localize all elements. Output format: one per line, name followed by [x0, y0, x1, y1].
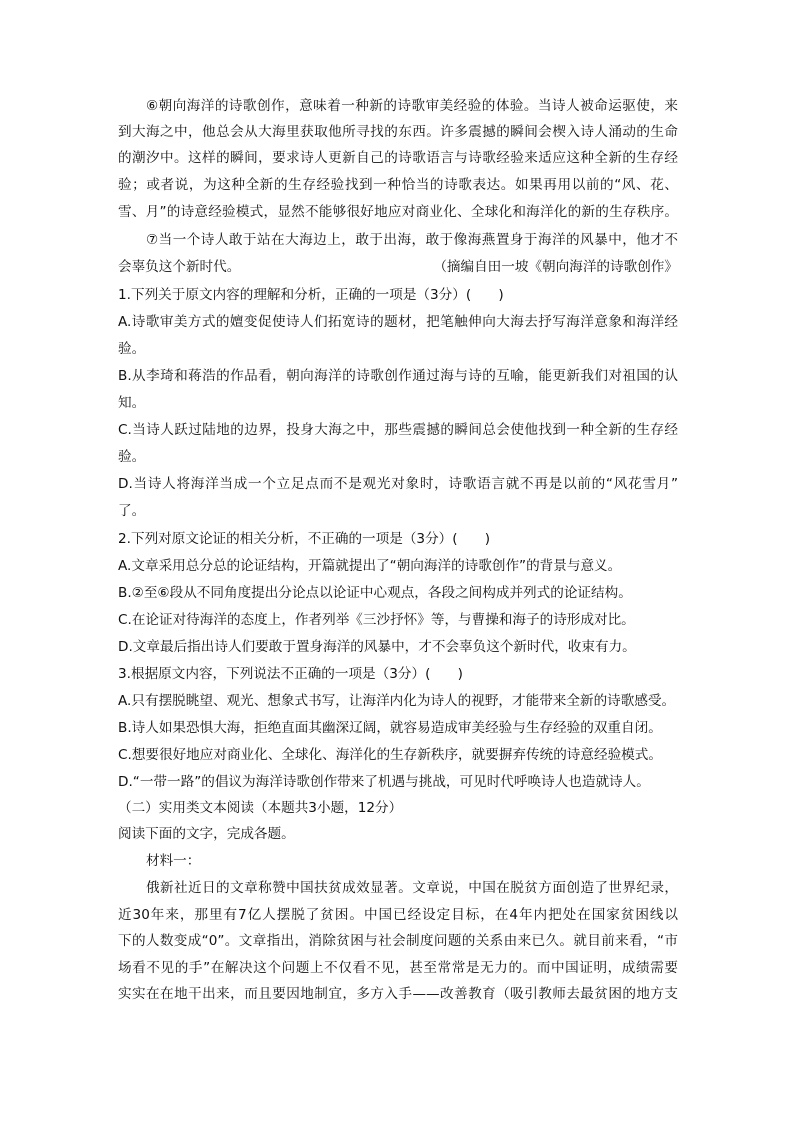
question-1-option-a-line-1: A.诗歌审美方式的嬗变促使诗人们拓宽诗的题材，把笔触伸向大海去抒写海洋意象和海洋经 — [118, 314, 678, 330]
question-1-stem: 1.下列关于原文内容的理解和分析，正确的一项是（3分）( ) — [118, 287, 504, 303]
paragraph-6-line-1: ⑥朝向海洋的诗歌创作，意味着一种新的诗歌审美经验的体验。当诗人被命运驱使，来 — [146, 98, 678, 114]
question-1-option-c-line-1: C.当诗人跃过陆地的边界，投身大海之中，那些震撼的瞬间总会使他找到一种全新的生存经 — [118, 422, 678, 438]
material-1-line-3: 下的人数变成“0”。文章指出，消除贫困与社会制度问题的关系由来已久。就目前来看，“市 — [118, 933, 678, 949]
question-3-option-b: B.诗人如果恐惧大海，拒绝直面其幽深辽阔，就容易造成审美经验与生存经验的双重自闭。 — [118, 720, 662, 736]
question-1-option-a-line-2: 验。 — [118, 341, 146, 357]
paragraph-7-text: 会辜负这个新时代。 — [118, 259, 241, 275]
section-2-instruction: 阅读下面的文字，完成各题。 — [118, 826, 295, 842]
source-citation: （摘编自田一坡《朝向海洋的诗歌创作》 — [433, 259, 678, 275]
question-2-option-a: A.文章采用总分总的论证结构，开篇就提出了“朝向海洋的诗歌创作”的背景与意义。 — [118, 558, 622, 574]
question-3-option-c: C.想要很好地应对商业化、全球化、海洋化的生存新秩序，就要摒弃传统的诗意经验模式。 — [118, 747, 662, 763]
question-1-option-d-line-1: D.当诗人将海洋当成一个立足点而不是观光对象时，诗歌语言就不再是以前的“风花雪月” — [118, 476, 678, 492]
question-3-option-a: A.只有摆脱眺望、观光、想象式书写，让海洋内化为诗人的视野，才能带来全新的诗歌感受。 — [118, 693, 676, 709]
material-1-line-1: 俄新社近日的文章称赞中国扶贫成效显著。文章说，中国在脱贫方面创造了世界纪录， — [146, 880, 678, 896]
question-1-option-b-line-1: B.从李琦和蒋浩的作品看，朝向海洋的诗歌创作通过海与诗的互喻，能更新我们对祖国的认 — [118, 368, 678, 384]
question-1-option-b-line-2: 知。 — [118, 395, 146, 411]
question-2-option-c: C.在论证对待海洋的态度上，作者列举《三沙抒怀》等，与曹操和海子的诗形成对比。 — [118, 612, 635, 628]
material-1-line-4: 场看不见的手”在解决这个问题上不仅看不见，甚至常常是无力的。而中国证明，成绩需要 — [118, 960, 678, 976]
paragraph-6-line-4: 验；或者说，为这种全新的生存经验找到一种恰当的诗歌表达。如果再用以前的“风、花、 — [118, 177, 678, 193]
paragraph-6-line-2: 到大海之中，他总会从大海里获取他所寻找的东西。许多震撼的瞬间会楔入诗人涌动的生命 — [118, 124, 678, 140]
paragraph-6-line-5: 雪、月”的诗意经验模式，显然不能够很好地应对商业化、全球化和海洋化的新的生存秩序。 — [118, 204, 678, 220]
material-1-line-5: 实实在在地干出来，而且要因地制宜，多方入手——改善教育（吸引教师去最贫困的地方支 — [118, 986, 678, 1002]
paragraph-6-line-3: 的潮汐中。这样的瞬间，要求诗人更新自己的诗歌语言与诗歌经验来适应这种全新的生存经 — [118, 150, 678, 166]
question-1-option-d-line-2: 了。 — [118, 503, 146, 519]
question-1-option-c-line-2: 验。 — [118, 449, 146, 465]
question-2-option-b: B.②至⑥段从不同角度提出分论点以论证中心观点，各段之间构成并列式的论证结构。 — [118, 585, 632, 601]
question-3-option-d: D.“一带一路”的倡议为海洋诗歌创作带来了机遇与挑战，可见时代呼唤诗人也造就诗人。 — [118, 774, 650, 790]
paragraph-7-line-1: ⑦当一个诗人敢于站在大海边上，敢于出海，敢于像海燕置身于海洋的风暴中，他才不 — [146, 232, 678, 248]
question-2-option-d: D.文章最后指出诗人们要敢于置身海洋的风暴中，才不会辜负这个新时代，收束有力。 — [118, 639, 636, 655]
material-1-label: 材料一： — [146, 853, 201, 869]
material-1-line-2: 近30年来，那里有7亿人摆脱了贫困。中国已经设定目标，在4年内把处在国家贫困线以 — [118, 907, 678, 923]
section-2-heading: （二）实用类文本阅读（本题共3小题，12分） — [118, 800, 403, 816]
question-3-stem: 3.根据原文内容，下列说法不正确的一项是（3分）( ) — [118, 666, 463, 682]
paragraph-7-line-2 — [118, 257, 678, 277]
question-2-stem: 2.下列对原文论证的相关分析，不正确的一项是（3分）( ) — [118, 531, 491, 547]
